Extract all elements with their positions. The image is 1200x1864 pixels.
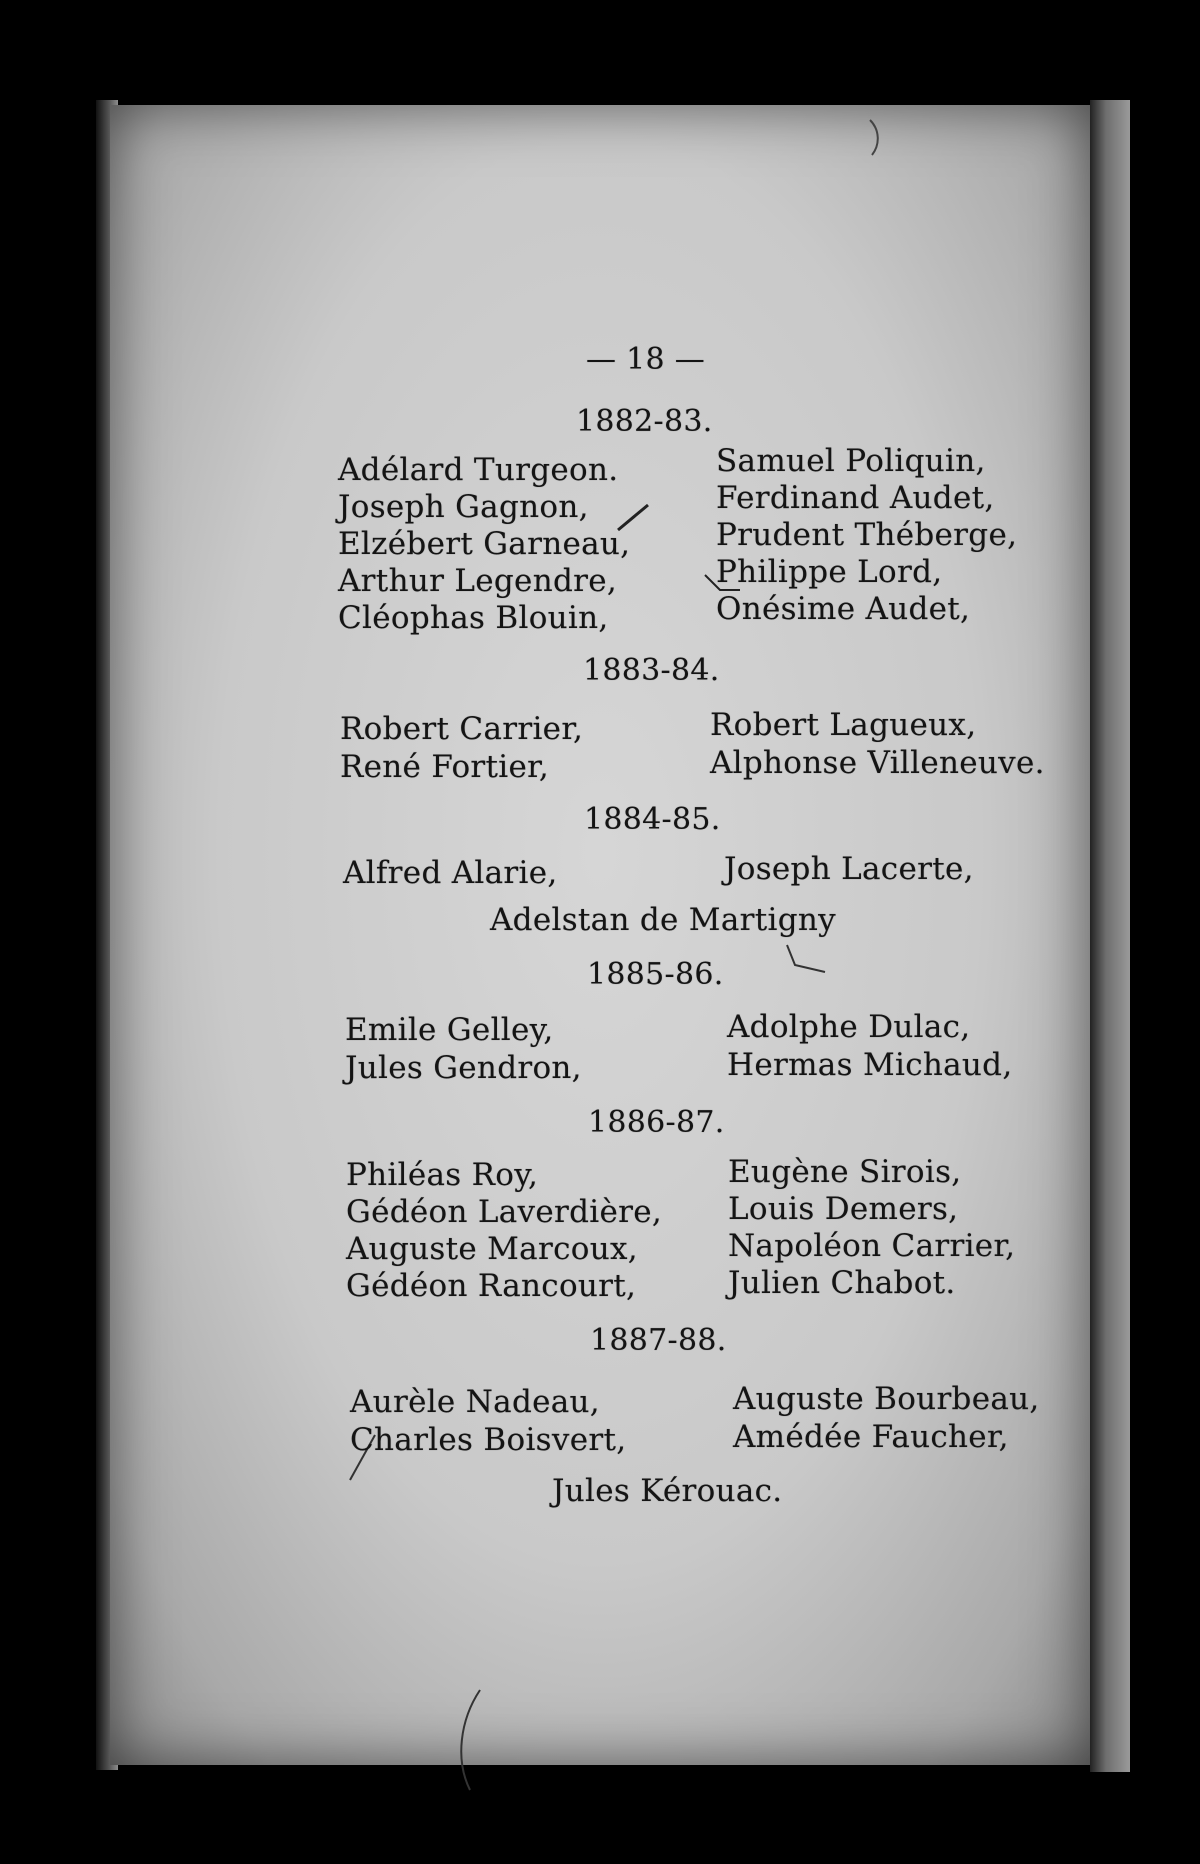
year-heading-1885-86: 1885-86.: [587, 957, 724, 992]
name-right: Amédée Faucher,: [733, 1419, 1009, 1455]
name-right: Robert Lagueux,: [710, 707, 977, 743]
name-left: Aurèle Nadeau,: [350, 1384, 600, 1420]
year-heading-1882-83: 1882-83.: [576, 404, 713, 439]
name-left: Adélard Turgeon.: [338, 452, 619, 488]
name-right: Joseph Lacerte,: [724, 851, 974, 887]
scan-artifact-curve: [870, 120, 878, 155]
name-right: Ferdinand Audet,: [716, 480, 995, 516]
name-right: Samuel Poliquin,: [716, 443, 986, 479]
name-right: Louis Demers,: [728, 1191, 959, 1227]
year-heading-1884-85: 1884-85.: [584, 802, 721, 837]
name-left: Emile Gelley,: [345, 1012, 554, 1048]
name-left: Alfred Alarie,: [343, 855, 558, 891]
name-right: Prudent Théberge,: [716, 517, 1018, 553]
name-left: Charles Boisvert,: [350, 1422, 627, 1458]
name-center: Adelstan de Martigny: [490, 902, 836, 938]
name-right: Julien Chabot.: [728, 1265, 956, 1301]
pencil-tick-mark: [787, 945, 825, 972]
name-right: Alphonse Villeneuve.: [710, 745, 1045, 781]
name-left: Arthur Legendre,: [338, 563, 618, 599]
name-left: René Fortier,: [340, 749, 550, 785]
name-right: Hermas Michaud,: [727, 1047, 1013, 1083]
name-right: Onésime Audet,: [716, 591, 971, 627]
name-right: Adolphe Dulac,: [727, 1009, 971, 1045]
name-right: Auguste Bourbeau,: [733, 1381, 1040, 1417]
name-left: Joseph Gagnon,: [338, 489, 589, 525]
pencil-curve-mark: [461, 1690, 480, 1790]
name-right: Napoléon Carrier,: [728, 1228, 1016, 1264]
year-heading-1883-84: 1883-84.: [583, 653, 720, 688]
name-center: Jules Kérouac.: [552, 1473, 783, 1509]
name-left: Gédéon Laverdière,: [346, 1194, 663, 1230]
name-left: Robert Carrier,: [340, 711, 584, 747]
name-right: Eugène Sirois,: [728, 1154, 962, 1190]
page-number: — 18 —: [586, 342, 706, 377]
name-right: Philippe Lord,: [716, 554, 943, 590]
name-left: Auguste Marcoux,: [346, 1231, 638, 1267]
name-left: Cléophas Blouin,: [338, 600, 609, 636]
year-heading-1887-88: 1887-88.: [590, 1323, 727, 1358]
name-left: Philéas Roy,: [346, 1157, 539, 1193]
name-left: Elzébert Garneau,: [338, 526, 631, 562]
name-left: Jules Gendron,: [345, 1050, 582, 1086]
year-heading-1886-87: 1886-87.: [588, 1105, 725, 1140]
name-left: Gédéon Rancourt,: [346, 1268, 637, 1304]
